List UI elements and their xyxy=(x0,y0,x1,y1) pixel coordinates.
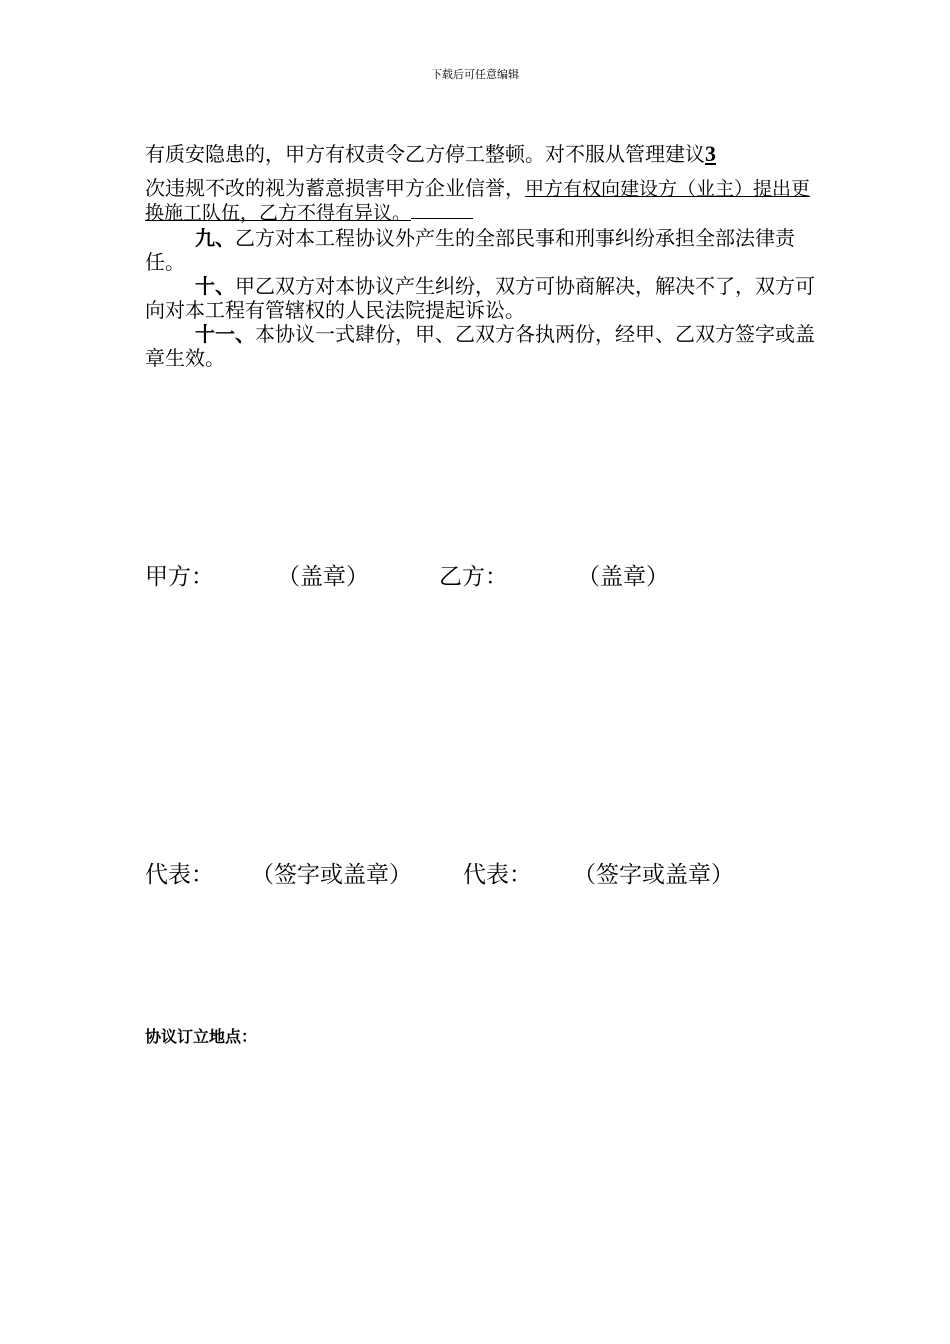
rep-a-sign: （签字或盖章） xyxy=(251,862,412,888)
clause-nine xyxy=(145,226,825,274)
clause-label: 九、 xyxy=(195,226,235,250)
continuation-emphasis: 甲方有权向建设方（业主）提出更换施工队伍，乙方不得有异议。 xyxy=(145,178,811,224)
clause-label: 十一、 xyxy=(195,322,255,346)
party-b-label: 乙方： xyxy=(439,564,508,590)
rep-b-sign: （签字或盖章） xyxy=(573,862,734,888)
clauses-block xyxy=(145,226,825,370)
clause-label: 十、 xyxy=(195,274,235,298)
party-a-seal: （盖章） xyxy=(277,564,369,590)
continuation-line-2-text: 次违规不改的视为蓄意损害甲方企业信誉， xyxy=(145,176,525,200)
rep-a-label: 代表： xyxy=(145,862,214,888)
party-b-seal: （盖章） xyxy=(577,564,669,590)
party-a-label: 甲方： xyxy=(145,564,214,590)
clause-text: 乙方对本工程协议外产生的全部民事和刑事纠纷承担全部法律责任。 xyxy=(145,226,795,274)
underline-blank xyxy=(411,200,473,219)
page-header-note: 下载后可任意编辑 xyxy=(431,68,519,81)
clause-text: 甲乙双方对本协议产生纠纷，双方可协商解决，解决不了，双方可向对本工程有管辖权的人民法院提起诉讼。 xyxy=(145,274,815,322)
clause-eleven xyxy=(145,322,825,370)
clause-ten xyxy=(145,274,825,322)
clause-text: 本协议一式肆份，甲、乙双方各执两份，经甲、乙双方签字或盖章生效。 xyxy=(145,322,815,370)
rep-b-label: 代表： xyxy=(463,862,532,888)
violation-count: 3 xyxy=(705,141,716,166)
continuation-line-1 xyxy=(145,138,716,167)
continuation-line-1-text: 有质安隐患的，甲方有权责令乙方停工整顿。对不服从管理建议 xyxy=(145,142,705,166)
agreement-place-label: 协议订立地点： xyxy=(145,1027,258,1046)
continuation-line-2 xyxy=(145,177,825,224)
